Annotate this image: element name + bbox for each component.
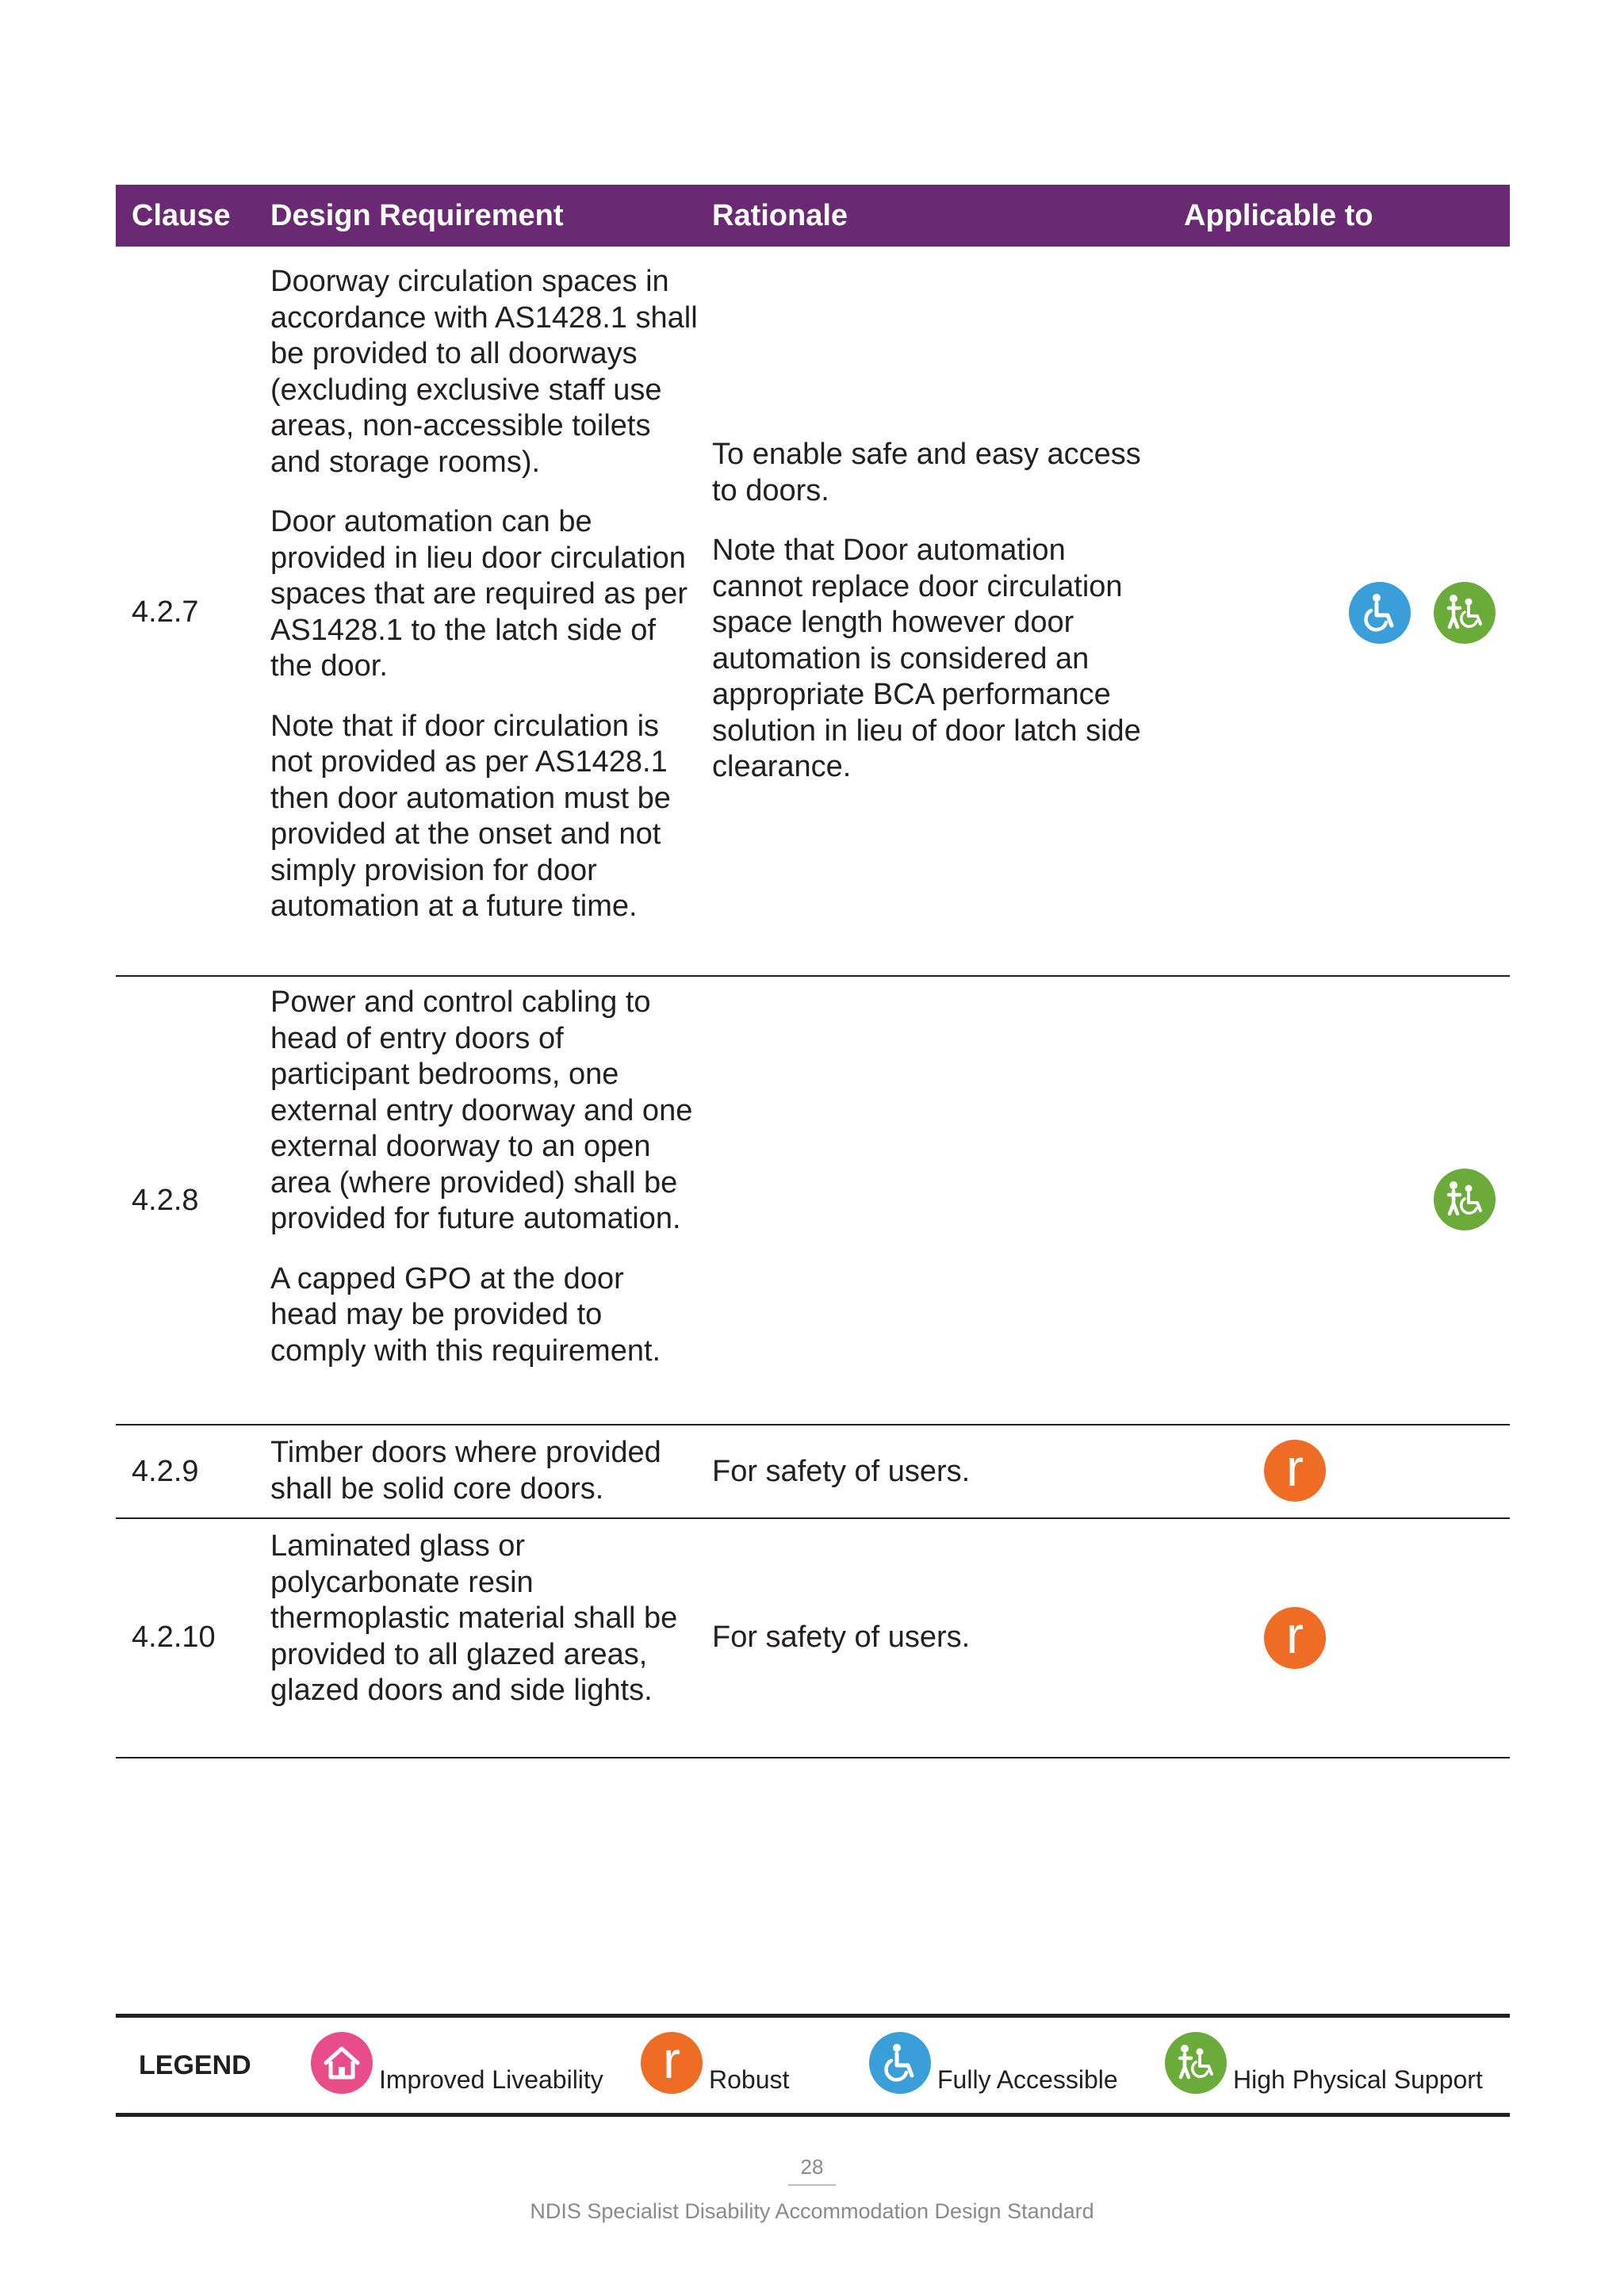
legend [116,2014,1510,2117]
wheelchair-icon [1349,582,1411,644]
house-icon [311,2032,373,2094]
header-clause: Clause [132,199,231,232]
requirement-paragraph: Timber doors where provided shall be solid core doors. [270,1436,661,1506]
clause-number: 4.2.10 [132,1621,216,1654]
requirement-paragraph: Doorway circulation spaces in accordance with AS1428.1 shall be provided to all doorways (excluding exclusive staff use areas, non-accessible toilets and storage rooms). [270,265,698,479]
legend-label: Fully Accessible [937,2065,1118,2094]
rationale-paragraph: To enable safe and easy access to doors. [712,438,1141,507]
rationale-paragraph: For safety of users. [712,1455,971,1488]
high-physical-support-icon [1434,1169,1496,1230]
rationale-cell [712,1454,1156,1490]
design-requirement-cell [270,1529,699,1709]
robust-icon: r [1264,1440,1326,1502]
header-design-requirement: Design Requirement [270,199,564,232]
requirement-paragraph: Laminated glass or polycarbonate resin thermoplastic material shall be provided to all glazed areas, glazed doors and side lights. [270,1529,678,1707]
legend-title: LEGEND [139,2050,251,2080]
table-row [116,1519,1510,1758]
document-title: NDIS Specialist Disability Accommodation Design Standard [530,2199,1094,2223]
rationale-paragraph: Note that Door automation cannot replace door circulation space length however door automation is considered an appropriate BCA performance solution in lieu of door latch side clearance. [712,534,1141,783]
legend-label: Improved Liveability [379,2065,603,2094]
legend-label: Robust [709,2065,790,2094]
clause-number: 4.2.9 [132,1455,199,1488]
design-requirement-cell [270,985,699,1369]
robust-icon: r [641,2032,703,2094]
high-physical-support-icon [1434,582,1496,644]
wheelchair-icon [869,2032,931,2094]
table-row [116,977,1510,1425]
rationale-cell [712,1620,1156,1656]
table-header [116,185,1510,247]
header-applicable-to: Applicable to [1184,199,1373,232]
clause-number: 4.2.7 [132,595,199,629]
robust-icon: r [1264,1607,1326,1669]
rationale-paragraph: For safety of users. [712,1621,971,1654]
rationale-cell [712,437,1156,786]
requirement-paragraph: Note that if door circulation is not provided as per AS1428.1 then door automation must be provided at the onset and not simply provision for door automation at a future time. [270,709,671,923]
high-physical-support-icon [1165,2032,1227,2094]
legend-label: High Physical Support [1233,2065,1483,2094]
requirement-paragraph: Door automation can be provided in lieu door circulation spaces that are required as per AS1428.1 to the latch side of the door. [270,505,688,683]
table-row [116,1425,1510,1519]
header-rationale: Rationale [712,199,848,232]
design-requirement-cell [270,1435,699,1507]
design-requirement-cell [270,264,699,925]
page-number: 28 [788,2155,836,2186]
table-row [116,247,1510,977]
requirement-paragraph: A capped GPO at the door head may be provided to comply with this requirement. [270,1261,661,1368]
requirement-paragraph: Power and control cabling to head of entry doors of participant bedrooms, one external entry doorway and one external doorway to an open area (where provided) shall be provided for future automation. [270,985,693,1235]
clause-number: 4.2.8 [132,1184,199,1217]
